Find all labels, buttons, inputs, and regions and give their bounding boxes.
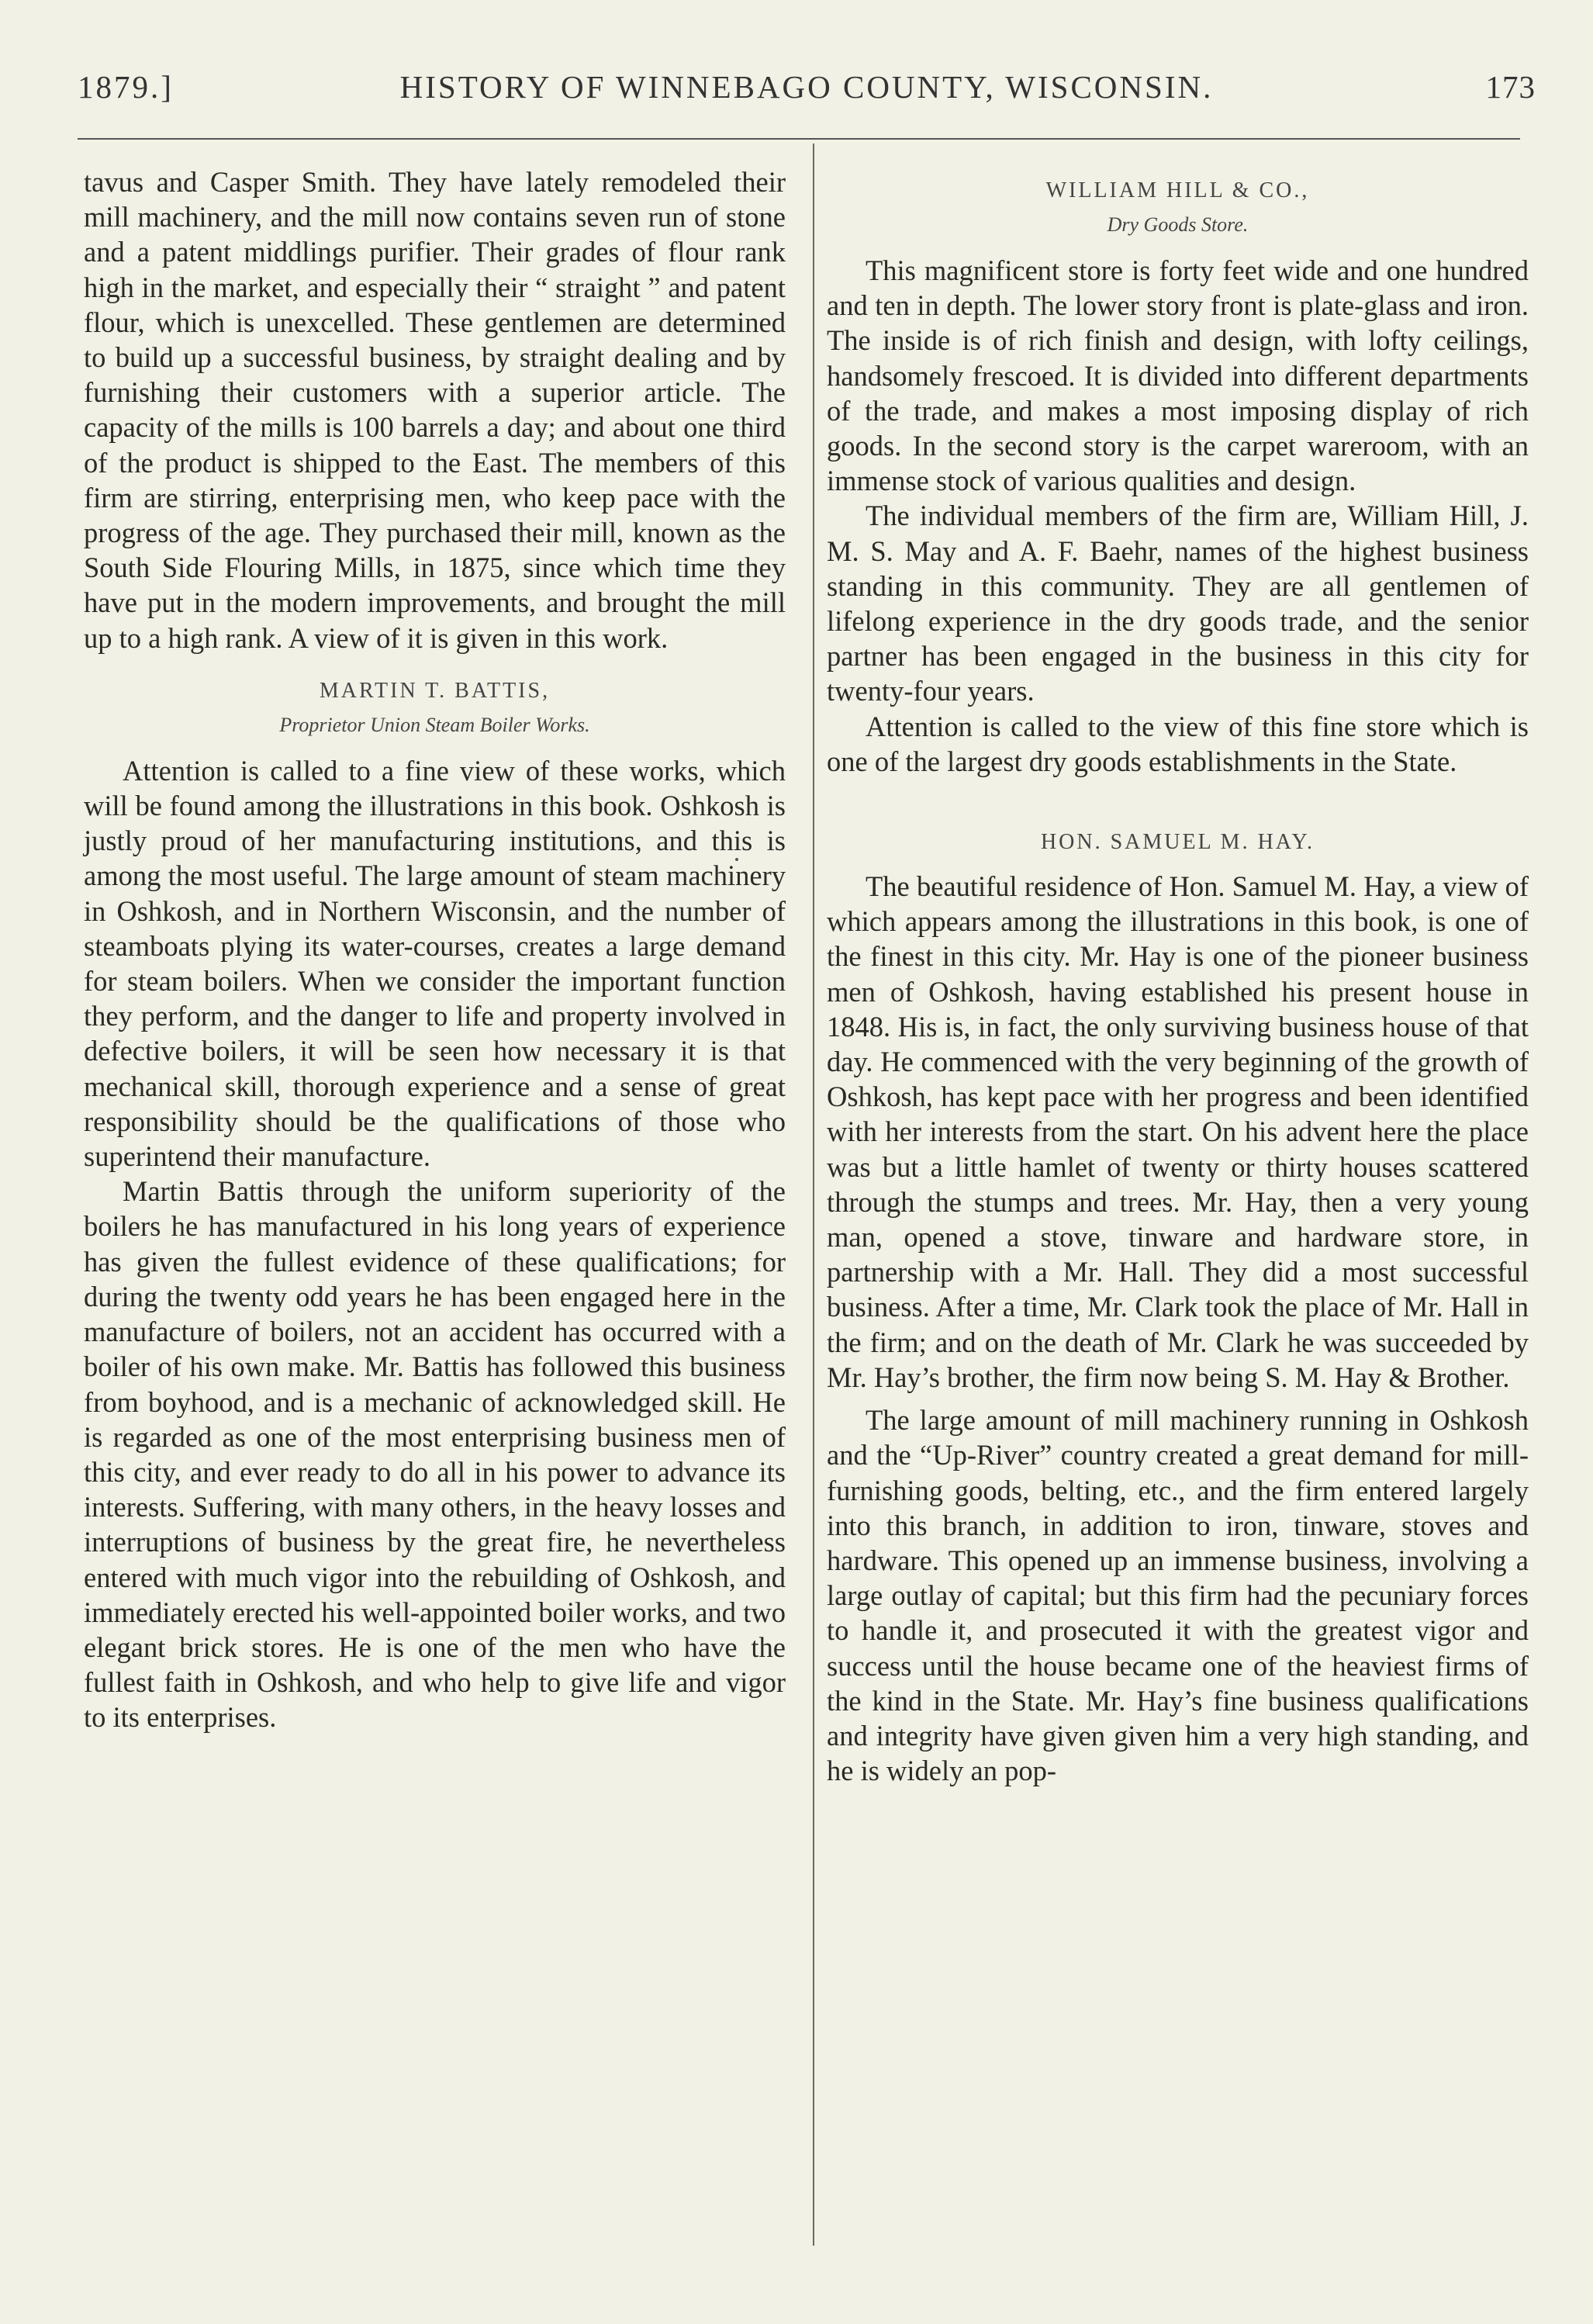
right-column — [827, 174, 1529, 1788]
section-subheading-battis: Proprietor Union Steam Boiler Works. — [279, 713, 590, 736]
section-subheading-hill: Dry Goods Store. — [1107, 213, 1249, 236]
left-column — [84, 164, 786, 1735]
right-paragraph-5: The large amount of mill machinery running in Oshkosh and the “Up-River” country created a great demand for mill-furnishing goods, belting, etc., and the firm entered largely into this branch, in addition to iron, tinware, stoves and hardware. This opened up an immense business, involving a large outlay of capital; but this firm had the pecuniary forces to handle it, and prosecuted it with the greatest vigor and success until the house became one of the heaviest firms of the kind in the State. Mr. Hay’s fine business qualifications and integrity have given given him a very high standing, and he is widely an pop- — [827, 1404, 1529, 1787]
right-paragraph-1: This magnificent store is forty feet wide and one hundred and ten in depth. The lower story front is plate-glass and iron. The inside is of rich finish and design, with lofty ceilings, handsomely frescoed. It is divided into different departments of the trade, and makes a most imposing display of rich goods. In the second story is the carpet wareroom, with an immense stock of various qualities and design. — [827, 254, 1529, 497]
left-paragraph-1: tavus and Casper Smith. They have lately remodeled their mill machinery, and the mill now contains seven run of stone and a patent middlings purifier. Their grades of flour rank high in the market, and especially their “ straight ” and patent flour, which is unexcelled. These gentlemen are determined to build up a successful business, by straight dealing and by furnishing their customers with a superior article. The capacity of the mills is 100 barrels a day; and about one third of the product is shipped to the East. The members of this firm are stirring, enterprising men, who keep pace with the progress of the age. They purchased their mill, known as the South Side Flouring Mills, in 1875, since which time they have put in the modern improvements, and brought the mill up to a high rank. A view of it is given in this work. — [84, 166, 786, 654]
header-title: HISTORY OF WINNEBAGO COUNTY, WISCONSIN. — [399, 69, 1214, 105]
right-paragraph-3: Attention is called to the view of this fine store which is one of the largest dry goods establishments in the State. — [827, 710, 1529, 777]
left-paragraph-3: Martin Battis through the uniform superiority of the boilers he has manufactured in his long years of experience has given the fullest evidence of these qualifications; for during the twenty odd years he has been engaged here in the manufacture of boilers, not an accident has occurred with a boiler of his own make. Mr. Battis has followed this business from boyhood, and is a mechanic of acknowledged skill. He is regarded as one of the most enterprising business men of this city, and ever ready to do all in his power to advance its interests. Suffering, with many others, in the heavy losses and interruptions of business by the great fire, he nevertheless entered with much vigor into the rebuilding of Oshkosh, and immediately erected his well-appointed boiler works, and two elegant brick stores. He is one of the men who have the fullest faith in Oshkosh, and who help to give life and vigor to its enterprises. — [84, 1175, 786, 1734]
right-paragraph-2: The individual members of the firm are, William Hill, J. M. S. May and A. F. Baehr, names of the highest business standing in this community. They are all gentlemen of lifelong experience in the dry goods trade, and the senior partner has been engaged in the business in this city for twenty-four years. — [827, 500, 1529, 707]
running-header — [78, 68, 1536, 115]
header-rule — [78, 138, 1520, 140]
page-number: 173 — [1485, 69, 1536, 105]
left-paragraph-2: Attention is called to a fine view of these works, which will be found among the illustrations in this book. Oshkosh is justly proud of her manufacturing institutions, and this is among the most useful. The large amount of steam machinery in Oshkosh, and in Northern Wisconsin, and the number of steamboats plying its water-courses, creates a large demand for steam boilers. When we consider the important function they perform, and the danger to life and property involved in defective boilers, it will be seen how necessary it is that mechanical skill, thorough experience and a sense of great responsibility should be the qualifications of those who superintend their manufacture. — [84, 754, 786, 1173]
section-spacer — [827, 861, 1529, 869]
section-heading-hay: HON. SAMUEL M. HAY. — [1040, 830, 1315, 855]
right-paragraph-4: The beautiful residence of Hon. Samuel M. Hay, a view of which appears among the illustrations in this book, is one of the finest in this city. Mr. Hay is one of the pioneer business men of Oshkosh, having established his present house in 1848. His is, in fact, the only surviving business house of that day. He commenced with the very beginning of the growth of Oshkosh, has kept pace with her progress and been identified with her interests from the start. On his advent here the place was but a little hamlet of twenty or thirty houses scattered through the stumps and trees. Mr. Hay, then a very young man, opened a stove, tinware and hardware store, in partnership with a Mr. Hall. They did a most successful business. After a time, Mr. Clark took the place of Mr. Hall in the firm; and on the death of Mr. Clark he was succeeded by Mr. Hay’s brother, the firm now being S. M. Hay & Brother. — [827, 870, 1529, 1393]
section-spacer — [827, 779, 1529, 807]
section-heading-hill: WILLIAM HILL & CO., — [1045, 178, 1310, 202]
column-divider — [813, 144, 814, 2246]
header-year: 1879.] — [78, 69, 174, 105]
paragraph-spacer — [827, 1395, 1529, 1402]
section-heading-battis: MARTIN T. BATTIS, — [319, 678, 551, 703]
